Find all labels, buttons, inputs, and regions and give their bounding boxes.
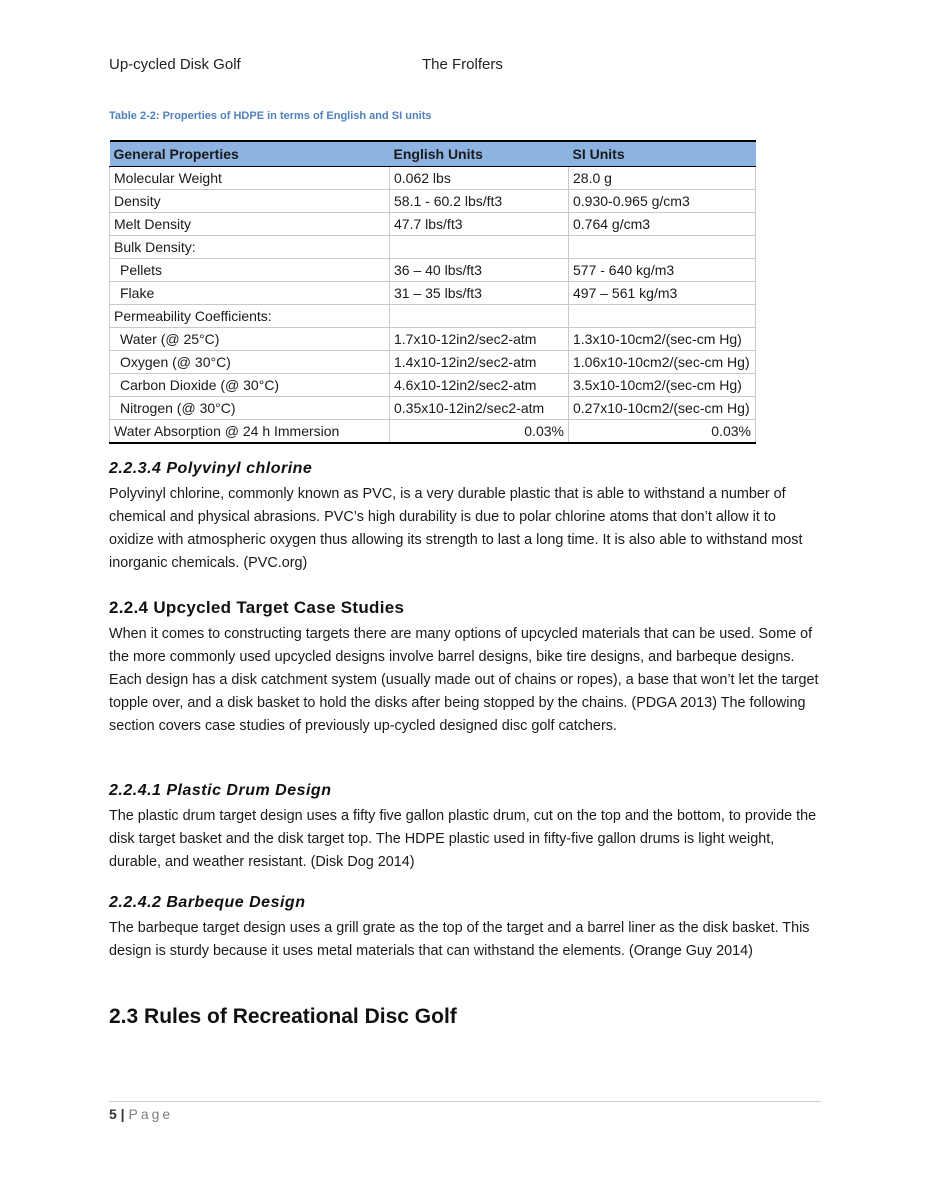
section-heading-plastic-drum: 2.2.4.1 Plastic Drum Design (109, 782, 332, 799)
section-body-plastic-drum: The plastic drum target design uses a fifty five gallon plastic drum, cut on the top and the bottom, to provide the disk target basket and the disk target top. The HDPE plastic used in fifty-five gallon drums is light weight, durable, and weather resistant. (Disk Dog 2014) (109, 808, 817, 870)
table-cell: 0.03% (390, 420, 569, 444)
footer-separator: | (116, 1106, 129, 1122)
table-cell: 31 – 35 lbs/ft3 (390, 282, 569, 305)
table-cell: 28.0 g (569, 167, 756, 190)
table-row (110, 374, 756, 397)
table-cell: 0.03% (569, 420, 756, 444)
table-cell (390, 305, 569, 328)
section-heading-pvc: 2.2.3.4 Polyvinyl chlorine (109, 460, 313, 477)
page-footer (109, 1106, 173, 1122)
table-cell: Water (@ 25°C) (110, 328, 390, 351)
table-cell: 3.5x10-10cm2/(sec-cm Hg) (569, 374, 756, 397)
table-cell (569, 236, 756, 259)
table-cell: Carbon Dioxide (@ 30°C) (110, 374, 390, 397)
table-row (110, 213, 756, 236)
section-body-barbeque: The barbeque target design uses a grill grate as the top of the target and a barrel liner as the disk basket. This design is sturdy because it uses metal materials that can withstand the elements. (Orange Guy 2014) (109, 920, 810, 959)
table-cell: Molecular Weight (110, 167, 390, 190)
table-cell: Water Absorption @ 24 h Immersion (110, 420, 390, 444)
hdpe-properties-table (109, 140, 756, 444)
running-header-team: The Frolfers (422, 56, 503, 73)
page-label: Page (128, 1106, 174, 1122)
column-header: English Units (390, 141, 569, 167)
running-header-title: Up-cycled Disk Golf (109, 56, 241, 73)
table-cell: 0.35x10-12in2/sec2-atm (390, 397, 569, 420)
section-body-case-studies: When it comes to constructing targets there are many options of upcycled materials that can be used. Some of the more commonly used upcycled designs involve barrel designs, bike tire designs, and barbeque designs. Each design has a disk catchment system (usually made out of chains or ropes), a base that won’t let the target topple over, and a disk basket to hold the disks after being stopped by the chains. (PDGA 2013) The following section covers case studies of previously up-cycled designed disc golf catchers. (109, 626, 819, 734)
section-body-pvc: Polyvinyl chlorine, commonly known as PVC, is a very durable plastic that is able to withstand a number of chemical and physical abrasions. PVC’s high durability is due to polar chlorine atoms that don’t allow it to oxidize with atmospheric oxygen thus allowing its strength to last a long time. It is also able to withstand most inorganic chemicals. (PVC.org) (109, 486, 803, 571)
table-cell: 0.062 lbs (390, 167, 569, 190)
column-header: SI Units (569, 141, 756, 167)
table-cell: 36 – 40 lbs/ft3 (390, 259, 569, 282)
table-cell: 1.4x10-12in2/sec2-atm (390, 351, 569, 374)
table-cell: 0.930-0.965 g/cm3 (569, 190, 756, 213)
table-cell (390, 236, 569, 259)
table-cell: 0.764 g/cm3 (569, 213, 756, 236)
table-cell: 1.7x10-12in2/sec2-atm (390, 328, 569, 351)
table-row (110, 305, 756, 328)
table-row (110, 351, 756, 374)
table-cell: Flake (110, 282, 390, 305)
table-cell: 1.06x10-10cm2/(sec-cm Hg) (569, 351, 756, 374)
table-row (110, 236, 756, 259)
table-caption: Table 2-2: Properties of HDPE in terms of English and SI units (109, 110, 432, 122)
column-header: General Properties (110, 141, 390, 167)
table-cell: 0.27x10-10cm2/(sec-cm Hg) (569, 397, 756, 420)
table-cell: 1.3x10-10cm2/(sec-cm Hg) (569, 328, 756, 351)
table-cell: Density (110, 190, 390, 213)
table-cell: 4.6x10-12in2/sec2-atm (390, 374, 569, 397)
footer-divider (109, 1101, 821, 1102)
section-heading-barbeque: 2.2.4.2 Barbeque Design (109, 894, 306, 911)
table-cell: 497 – 561 kg/m3 (569, 282, 756, 305)
table-cell: Bulk Density: (110, 236, 390, 259)
table-row (110, 328, 756, 351)
table-row (110, 397, 756, 420)
table-cell: Pellets (110, 259, 390, 282)
page-number: 5 (109, 1106, 117, 1122)
table-cell: 577 - 640 kg/m3 (569, 259, 756, 282)
table-row (110, 167, 756, 190)
table-row (110, 190, 756, 213)
table-cell: Permeability Coefficients: (110, 305, 390, 328)
table-header-row (110, 141, 756, 167)
table-cell: Nitrogen (@ 30°C) (110, 397, 390, 420)
table-cell: Melt Density (110, 213, 390, 236)
table-cell: Oxygen (@ 30°C) (110, 351, 390, 374)
section-heading-rules: 2.3 Rules of Recreational Disc Golf (109, 1005, 457, 1028)
table-cell: 58.1 - 60.2 lbs/ft3 (390, 190, 569, 213)
table-row (110, 259, 756, 282)
table-row (110, 420, 756, 444)
table-cell (569, 305, 756, 328)
section-heading-case-studies: 2.2.4 Upcycled Target Case Studies (109, 598, 405, 617)
table-row (110, 282, 756, 305)
table-cell: 47.7 lbs/ft3 (390, 213, 569, 236)
